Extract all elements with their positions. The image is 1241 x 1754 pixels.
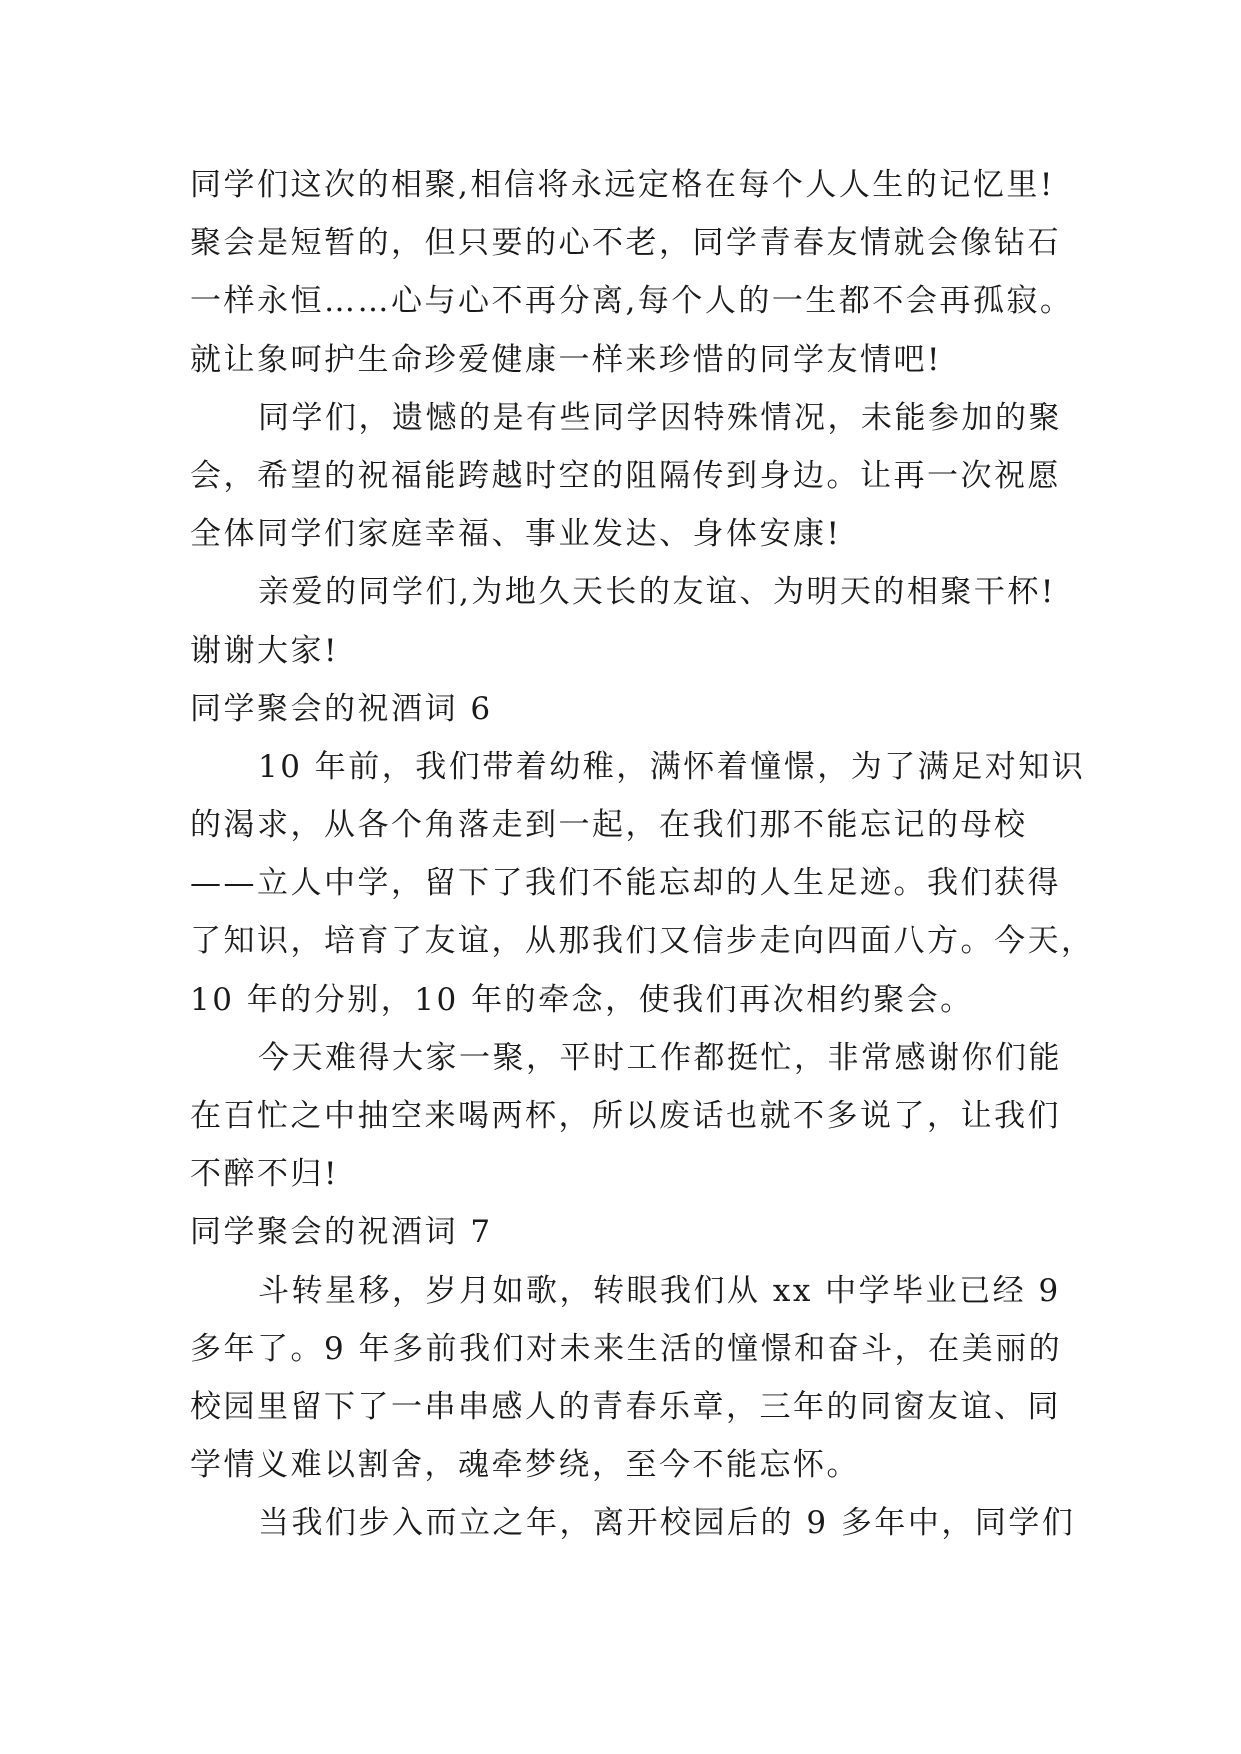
text-line: 当我们步入而立之年，离开校园后的 9 多年中，同学们	[258, 1505, 1076, 1542]
text-line: 同学聚会的祝酒词 7	[190, 1214, 493, 1251]
text-line: 同学们这次的相聚,相信将永远定格在每个人人生的记忆里!	[190, 167, 1055, 203]
text-line: 斗转星移，岁月如歌，转眼我们从 xx 中学毕业已经 9	[258, 1272, 1061, 1309]
text-line: 同学们，遗憾的是有些同学因特殊情况，未能参加的聚	[258, 399, 1062, 436]
text-line: 同学聚会的祝酒词 6	[190, 690, 493, 727]
text-line: 聚会是短暂的，但只要的心不老，同学青春友情就会像钻石	[190, 225, 1061, 262]
text-line: ——立人中学，留下了我们不能忘却的人生足迹。我们获得	[190, 865, 1061, 902]
text-line: 学情义难以割舍，魂牵梦绕，至今不能忘怀。	[190, 1447, 860, 1484]
text-line: 会，希望的祝福能跨越时空的阻隔传到身边。让再一次祝愿	[190, 457, 1061, 494]
text-line: 的渴求，从各个角落走到一起，在我们那不能忘记的母校	[190, 807, 1028, 844]
text-line: 在百忙之中抽空来喝两杯，所以废话也就不多说了，让我们	[190, 1098, 1061, 1134]
text-line: 谢谢大家!	[190, 632, 339, 669]
text-line: 今天难得大家一聚，平时工作都挺忙，非常感谢你们能	[258, 1039, 1062, 1076]
text-line: 全体同学们家庭幸福、事业发达、身体安康!	[190, 516, 842, 553]
text-line: 亲爱的同学们,为地久天长的友谊、为明天的相聚干杯!	[258, 574, 1056, 611]
text-line: 不醉不归!	[190, 1156, 339, 1193]
text-line: 多年了。9 年多前我们对未来生活的憧憬和奋斗，在美丽的	[190, 1330, 1063, 1367]
text-line: 校园里留下了一串串感人的青春乐章，三年的同窗友谊、同	[190, 1388, 1061, 1425]
text-line: 10 年的分别，10 年的牵念，使我们再次相约聚会。	[190, 981, 974, 1018]
text-line: 10 年前，我们带着幼稚，满怀着憧憬，为了满足对知识	[258, 748, 1086, 785]
text-line: 了知识，培育了友谊，从那我们又信步走向四面八方。今天，	[190, 923, 1095, 960]
document-body	[190, 156, 1095, 1553]
text-line: 就让象呵护生命珍爱健康一样来珍惜的同学友情吧!	[190, 341, 942, 378]
text-line: 一样永恒……心与心不再分离,每个人的一生都不会再孤寂。	[190, 283, 1074, 320]
